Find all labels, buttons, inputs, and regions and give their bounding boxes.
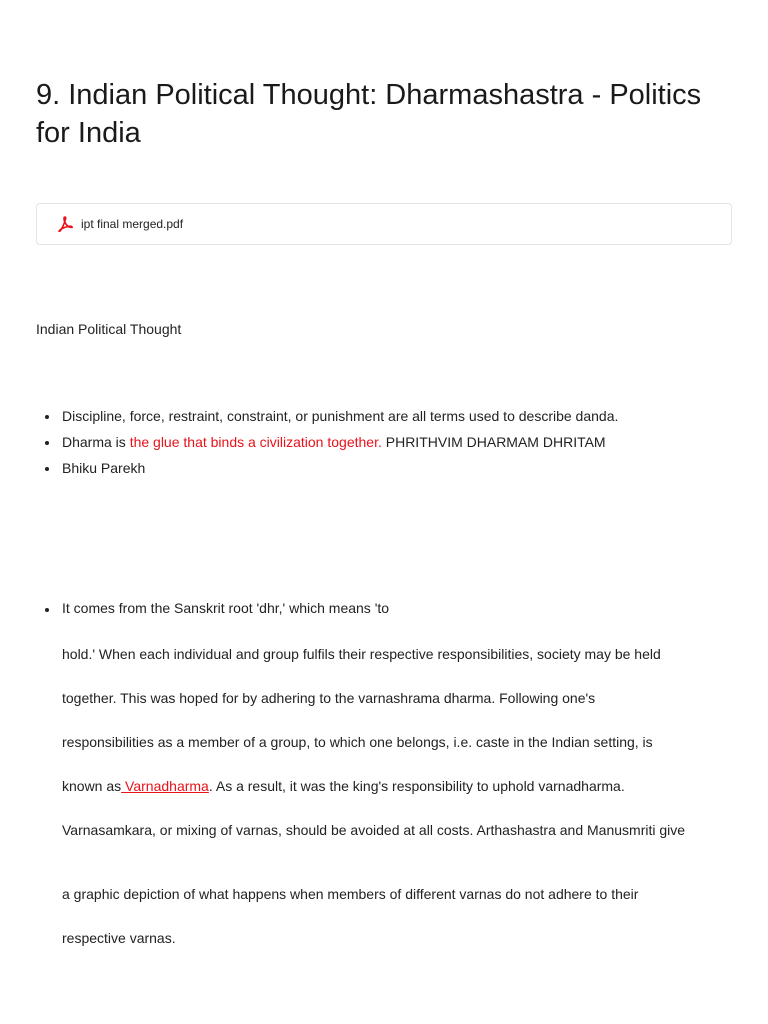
paragraph-line bbox=[62, 776, 742, 796]
paragraph-line: responsibilities as a member of a group, to which one belongs, i.e. caste in the Indian setting, is bbox=[62, 734, 653, 750]
paragraph-line: respective varnas. bbox=[62, 930, 176, 946]
pdf-icon bbox=[57, 216, 73, 232]
bullet-text: Discipline, force, restraint, constraint, or punishment are all terms used to describe danda. bbox=[62, 408, 619, 424]
paragraph-line: a graphic depiction of what happens when members of different varnas do not adhere to their bbox=[62, 886, 639, 902]
list-item bbox=[36, 434, 736, 451]
paragraph-text: known as bbox=[62, 778, 122, 794]
pdf-attachment[interactable] bbox=[36, 203, 732, 245]
highlighted-text: the glue that binds a civilization together. bbox=[129, 434, 382, 450]
bullet-text: PHRITHVIM DHARMAM DHRITAM bbox=[381, 434, 606, 450]
list-item bbox=[36, 408, 736, 425]
paragraph-text: . As a result, it was the king's responsibility to uphold varnadharma. bbox=[208, 778, 625, 794]
paragraph-line: together. This was hoped for by adhering to the varnashrama dharma. Following one's bbox=[62, 690, 596, 706]
paragraph-block bbox=[36, 600, 736, 617]
attachment-filename: ipt final merged.pdf bbox=[81, 217, 184, 231]
paragraph-line: Varnasamkara, or mixing of varnas, should be avoided at all costs. Arthashastra and Manusmriti give bbox=[62, 822, 686, 838]
bullet-list bbox=[36, 408, 736, 486]
section-heading: Indian Political Thought bbox=[36, 321, 182, 337]
paragraph-line: hold.' When each individual and group fulfils their respective responsibilities, society may be held bbox=[62, 646, 661, 662]
list-item bbox=[36, 460, 736, 477]
page-title: 9. Indian Political Thought: Dharmashastra - Politics for India bbox=[36, 79, 702, 149]
bullet-text: Dharma is bbox=[62, 434, 130, 450]
bullet-text: Bhiku Parekh bbox=[62, 460, 146, 476]
varnadharma-link[interactable]: Varnadharma bbox=[121, 778, 209, 794]
paragraph-first-line: It comes from the Sanskrit root 'dhr,' which means 'to bbox=[36, 600, 736, 617]
